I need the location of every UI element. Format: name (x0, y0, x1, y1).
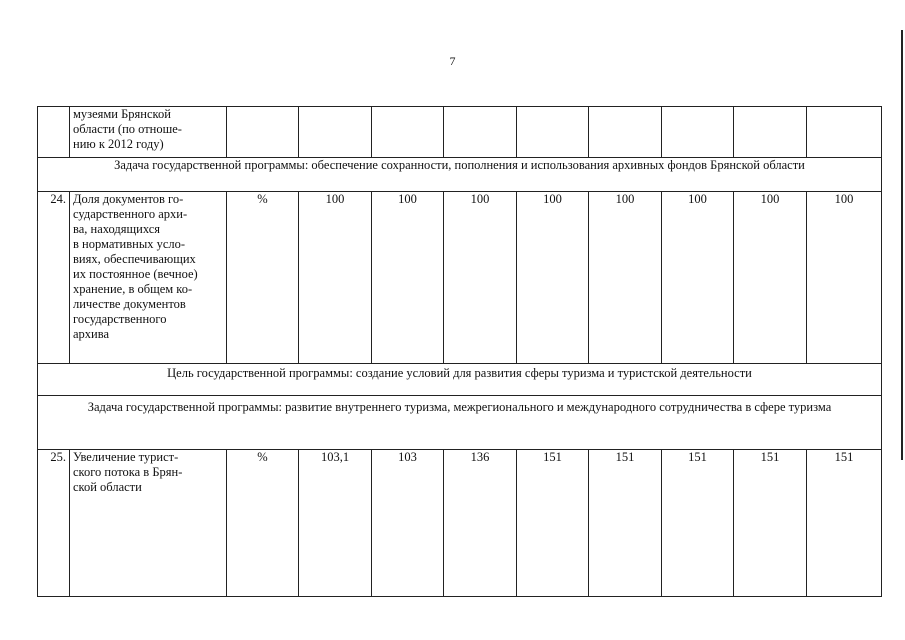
indicator-name-line: личестве документов (73, 297, 186, 311)
value-cell (444, 107, 517, 158)
indicator-name-cell (70, 107, 227, 158)
value-cell: 100 (517, 192, 589, 364)
table-row-task (38, 158, 882, 192)
indicator-name-line: музеями Брянской (73, 107, 171, 121)
indicator-name-line: нию к 2012 году) (73, 137, 164, 151)
table-row-25 (38, 450, 882, 597)
indicator-name-line: архива (73, 327, 110, 341)
indicator-name-line: хранение, в общем ко- (73, 282, 193, 296)
scan-edge-line (901, 30, 903, 460)
task-heading-tourism: Задача государственной программы: развитие внутреннего туризма, межрегионального и международного сотрудничества в сфере туризма (38, 396, 882, 450)
table-row-24 (38, 192, 882, 364)
indicator-name-line: в нормативных усло- (73, 237, 186, 251)
value-cell: 151 (589, 450, 662, 597)
value-cell (662, 107, 734, 158)
value-cell (589, 107, 662, 158)
indicator-name-line: ского потока в Брян- (73, 465, 183, 479)
indicator-name-line: Увеличение турист- (73, 450, 179, 464)
value-cell: 100 (734, 192, 807, 364)
value-cell: 151 (662, 450, 734, 597)
value-cell: 103,1 (299, 450, 372, 597)
unit-cell: % (227, 450, 299, 597)
unit-cell: % (227, 192, 299, 364)
value-cell (807, 107, 882, 158)
indicator-name-line: ва, находящихся (73, 222, 161, 236)
value-cell (734, 107, 807, 158)
indicator-name-line: сударственного архи- (73, 207, 188, 221)
value-cell: 151 (517, 450, 589, 597)
table-row-goal (38, 364, 882, 396)
value-cell: 100 (299, 192, 372, 364)
row-number-cell: 25. (38, 450, 70, 597)
value-cell (299, 107, 372, 158)
indicator-name-cell (70, 192, 227, 364)
goal-heading-tourism: Цель государственной программы: создание условий для развития сферы туризма и туристской деятельности (38, 364, 882, 396)
value-cell: 100 (589, 192, 662, 364)
table-row-task (38, 396, 882, 450)
row-number-cell: 24. (38, 192, 70, 364)
value-cell (517, 107, 589, 158)
indicator-name-cell (70, 450, 227, 597)
task-heading-archives: Задача государственной программы: обеспечение сохранности, пополнения и использования архивных фондов Брянской области (38, 158, 882, 192)
value-cell: 100 (372, 192, 444, 364)
indicator-name-line: ской области (73, 480, 142, 494)
value-cell: 100 (662, 192, 734, 364)
value-cell (372, 107, 444, 158)
indicators-table (37, 106, 882, 597)
value-cell: 100 (444, 192, 517, 364)
indicator-name-line: их постоянное (вечное) (73, 267, 198, 281)
indicator-name-line: области (по отноше- (73, 122, 182, 136)
value-cell: 151 (807, 450, 882, 597)
value-cell: 103 (372, 450, 444, 597)
table-row-continuation (38, 107, 882, 158)
row-number-cell (38, 107, 70, 158)
indicator-name-line: Доля документов го- (73, 192, 184, 206)
unit-cell (227, 107, 299, 158)
page-number: 7 (449, 54, 456, 68)
value-cell: 100 (807, 192, 882, 364)
indicator-name-line: виях, обеспечивающих (73, 252, 196, 266)
indicator-name-line: государственного (73, 312, 167, 326)
value-cell: 151 (734, 450, 807, 597)
value-cell: 136 (444, 450, 517, 597)
